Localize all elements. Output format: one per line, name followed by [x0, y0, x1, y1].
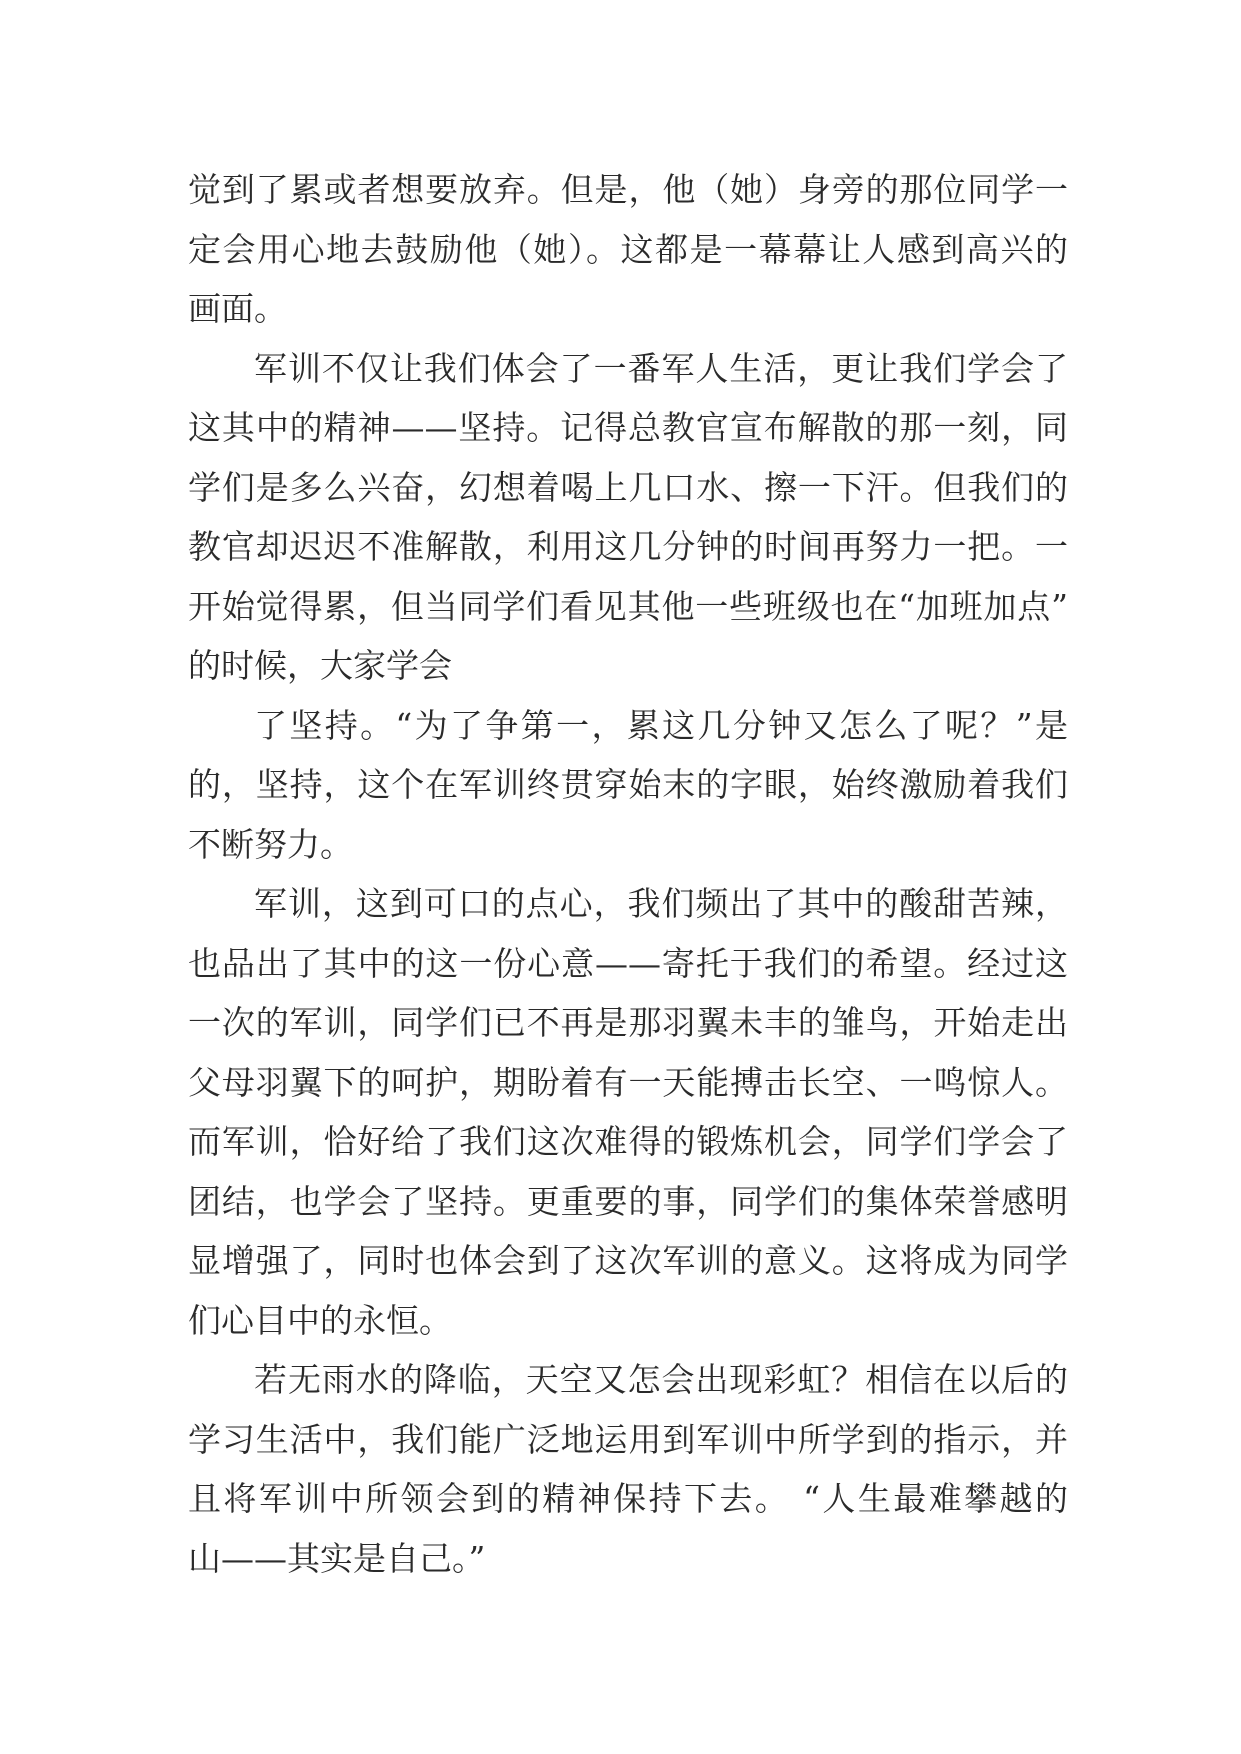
- text-line: 学习生活中，我们能广泛地运用到军训中所学到的指示，并: [188, 1419, 1068, 1459]
- text-line: 且将军训中所领会到的精神保持下去。 “人生最难攀越的: [188, 1479, 1068, 1518]
- text-line: 学们是多么兴奋，幻想着喝上几口水、擦一下汗。但我们的: [188, 467, 1068, 507]
- text-line: 的时候，大家学会: [188, 646, 452, 685]
- text-line: 教官却迟迟不准解散，利用这几分钟的时间再努力一把。一: [188, 527, 1068, 566]
- text-line: 军训不仅让我们体会了一番军人生活，更让我们学会了: [254, 348, 1068, 388]
- text-line: 画面。: [188, 289, 287, 328]
- text-line: 若无雨水的降临，天空又怎会出现彩虹？相信在以后的: [254, 1360, 1068, 1399]
- text-line: 父母羽翼下的呵护，期盼着有一天能搏击长空、一鸣惊人。: [188, 1062, 1068, 1102]
- text-line: 山——其实是自己。”: [188, 1538, 486, 1578]
- text-line: 的，坚持，这个在军训终贯穿始末的字眼，始终激励着我们: [188, 765, 1068, 804]
- text-line: 不断努力。: [188, 824, 353, 864]
- document-body: [188, 160, 1068, 1588]
- text-line: 了坚持。“为了争第一，累这几分钟又怎么了呢？”是: [254, 705, 1068, 745]
- text-line: 也品出了其中的这一份心意——寄托于我们的希望。经过这: [188, 943, 1068, 983]
- text-line: 觉到了累或者想要放弃。但是，他（她）身旁的那位同学一: [188, 170, 1068, 209]
- text-line: 们心目中的永恒。: [188, 1300, 452, 1340]
- text-line: 这其中的精神——坚持。记得总教官宣布解散的那一刻，同: [188, 408, 1068, 447]
- text-line: 定会用心地去鼓励他（她）。这都是一幕幕让人感到高兴的: [188, 229, 1068, 269]
- text-line: 开始觉得累，但当同学们看见其他一些班级也在“加班加点”: [188, 586, 1068, 626]
- text-line: 一次的军训，同学们已不再是那羽翼未丰的雏鸟，开始走出: [188, 1003, 1068, 1042]
- text-line: 而军训，恰好给了我们这次难得的锻炼机会，同学们学会了: [188, 1122, 1068, 1161]
- text-line: 团结，也学会了坚持。更重要的事，同学们的集体荣誉感明: [188, 1181, 1068, 1221]
- text-line: 军训，这到可口的点心，我们频出了其中的酸甜苦辣，: [254, 884, 1068, 923]
- text-line: 显增强了，同时也体会到了这次军训的意义。这将成为同学: [188, 1241, 1068, 1280]
